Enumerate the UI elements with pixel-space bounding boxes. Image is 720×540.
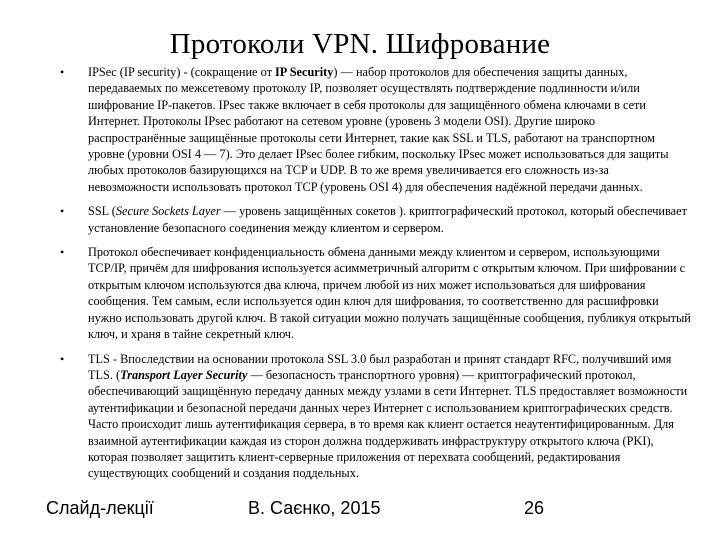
bullet-bold-italic-term: Transport Layer Security (120, 367, 248, 382)
bullet-text-part: — безопасность транспортного уровня) — криптографический протокол, обеспечивающий защищённую передачу данных между узлами в сети Интернет. TLS предоставляет возможности аутентификации и безопасной передачи данных через Интернет с использованием криптографических средств. Часто происходит лишь аутентификация сервера, в то время как клиент остается неаутентифицированным. Для взаимной аутентификации каждая из сторон должна поддерживать инфраструктуру открытого ключа (PKI), которая позволяет защитить клиент-серверные приложения от перехвата сообщений, редактирования существующих сообщений и создания поддельных. (88, 367, 688, 481)
bullet-text-part: IPSec (IP security) - (сокращение от (88, 65, 276, 79)
bullet-text (88, 65, 669, 194)
footer-page-number: 26 (524, 498, 545, 518)
bullet-bold-term: IP Security (275, 65, 334, 79)
bullet-text (88, 352, 687, 481)
bullet-text: Протокол обеспечивает конфиденциальность обмена данными между клиентом и сервером, использующими TCP/IP, причём для шифрования используется асимметричный алгоритм с открытым ключом. При шифровании с открытым ключом используются два ключа, причем любой из них может использоваться для шифрования сообщения. Тем самым, если используется один ключ для шифрования, то соответственно для расшифровки нужно использовать другой ключ. В такой ситуации можно получать защищённые сообщения, публикуя открытый ключ, и храня в тайне секретный ключ. (88, 245, 691, 342)
slide-title: Протоколи VPN. Шифрование (169, 28, 551, 60)
bullet-ssl-details (60, 244, 692, 342)
footer-course-label: Слайд-лекції (46, 498, 154, 518)
bullet-ssl (60, 203, 692, 236)
footer-author: В. Саєнко, 2015 (248, 498, 381, 518)
bullet-text-part: ) — набор протоколов для обеспечения защиты данных, передаваемых по межсетевому протоколу IP, позволяет осуществлять подтверждение подлинности и/или шифрование IP-пакетов. IPsec также включает в себя протоколы для защищённого обмена ключами в сети Интернет. Протоколы IPsec работают на сетевом уровне (уровень 3 модели OSI). Другие широко распространённые защищённые протоколы сети Интернет, такие как SSL и TLS, работают на транспортном уровне (уровни OSI 4 — 7). Это делает IPsec более гибким, поскольку IPsec может использоваться для защиты любых протоколов базирующихся на TCP и UDP. В то же время увеличивается его сложность из-за невозможности использовать протокол TCP (уровень OSI 4) для обеспечения надёжной передачи данных. (88, 65, 669, 194)
bullet-tls (60, 351, 692, 482)
bullet-text (88, 204, 687, 234)
bullet-ipsec (60, 64, 692, 195)
bullet-dot-icon: • (60, 65, 65, 79)
bullet-dot-icon: • (60, 351, 65, 366)
bullet-dot-icon: • (60, 204, 65, 219)
bullet-list (60, 64, 692, 490)
bullet-dot-icon: • (60, 245, 65, 260)
bullet-text-part: TLS - Впоследствии на основании протокола SSL 3.0 был разработан и принят стандарт RFC, получивший имя TLS. ( (88, 351, 672, 382)
bullet-text-part: — уровень защищённых сокетов ). криптографический протокол, который обеспечивает установление безопасного соединения между клиентом и сервером. (88, 204, 687, 235)
bullet-text-part: SSL ( (88, 204, 116, 219)
bullet-italic-term: Secure Sockets Layer (115, 204, 221, 219)
